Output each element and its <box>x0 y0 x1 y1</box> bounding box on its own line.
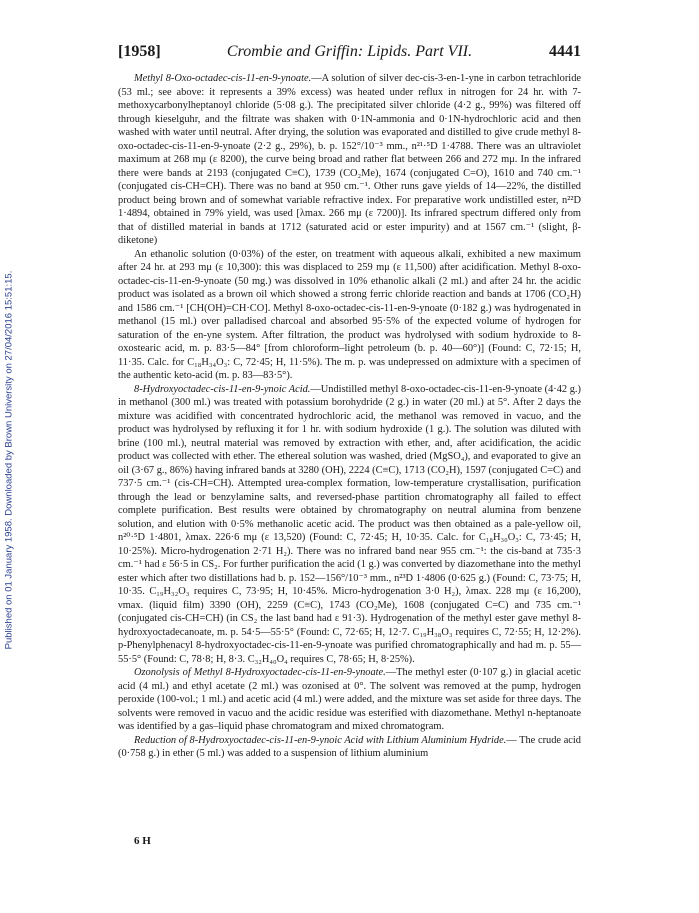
article-body <box>118 72 581 761</box>
paragraph-text: — The crude acid (0·758 g.) in ether (5 ml.) was added to a suspension of lithium aluminium <box>118 734 581 759</box>
paragraph-text: —Undistilled methyl 8-oxo-octadec-cis-11-en-9-ynoate (4·42 g.) in methanol (300 ml.) was treated with potassium borohydride (2 g.) in water (20 ml.) at 5°. After 2 days the mixture was acidified with concentrated hydrochloric acid, the methanol was removed in vacuo, and the product was hydrolysed by refluxing it for 1 hr. with sodium hydroxide (1 g.). The solution was diluted with brine (100 ml.), neutral material was removed by extraction with ether, and, after acidification, the acidic product was collected with ether. The ethereal solution was washed, dried (MgSO₄), and evaporated to give an oil (3·67 g., 86%) having infrared bands at 3280 (OH), 2224 (C≡C), 1713 (CO₂H), 1597 (conjugated C=C) and 737·5 cm.⁻¹ (cis-CH=CH). Attempted urea-complex formation, low-temperature crystallisation, purification through the lead or benzylamine salts, and reversed-phase partition chromatography all failed to effect complete purification. Best results were obtained by chromatography on neutral alumina from benzene solution, and elution with 0·5% methanolic acetic acid. The product was then obtained as a pale-yellow oil, n²⁰·⁵D 1·4801, λmax. 226·6 mμ (ε 13,520) (Found: C, 72·45; H, 10·35. Calc. for C₁₈H₃₀O₃: C, 73·45; H, 10·25%). Micro-hydrogenation 2·71 H₂). There was no infrared band near 955 cm.⁻¹: the cis-band at 735·3 cm.⁻¹ had ε 56·5 in CS₂. For further purification the acid (1 g.) was converted by diazomethane into the methyl ester which after two distillations had b. p. 152—156°/10⁻³ mm., n²³D 1·4806 (0·625 g.) (Found: C, 73·75; H, 10·35. C₁₉H₃₂O₃ requires C, 73·95; H, 10·45%. Micro-hydrogenation 3·0 H₂), λmax. 228 mμ (ε 16,200), νmax. (liquid film) 3390 (OH), 2259 (C≡C), 1743 (CO₂Me), 1608 (conjugated C=C) and 735 cm.⁻¹ (conjugated cis-CH=CH) (in CS₂ the last band had ε 91·3). Hydrogenation of the methyl ester gave methyl 8-hydroxyoctadecanoate, m. p. 54·5—55·5° (Found: C, 72·65; H, 12·7. C₁₉H₃₈O₃ requires C, 72·55; H, 12·2%). p-Phenylphenacyl 8-hydroxyoctadec-cis-11-en-9-ynoate was purified chromatographically and had m. p. 55—55·5° (Found: C, 78·8; H, 8·3. C₃₂H₄₀O₄ requires C, 78·65; H, 8·25%). <box>118 383 581 665</box>
paragraph-ethanolic-solution <box>118 248 581 383</box>
paragraph-reduction <box>118 734 581 761</box>
paragraph-heading: Ozonolysis of Methyl 8-Hydroxyoctadec-cis-11-en-9-ynoate. <box>134 667 386 678</box>
paragraph-heading: Reduction of 8-Hydroxyoctadec-cis-11-en-9-ynoic Acid with Lithium Aluminium Hydride. <box>134 734 507 746</box>
paragraph-text: —The methyl ester (0·107 g.) in glacial acetic acid (4 ml.) and ethyl acetate (2 ml.) was ozonised at 0°. The solvent was removed at the pump, hydrogen peroxide (100-vol.; 1 ml.) and acetic acid (4 ml.) were added, and the mixture was set aside for three days. The solvents were removed in vacuo and the acidic residue was esterified with diazomethane. Methyl n-heptanoate was identified by a gas–liquid phase chromatogram and mixed chromatogram. <box>118 667 581 732</box>
header-title: Crombie and Griffin: Lipids. Part VII. <box>226 43 473 60</box>
paragraph-hydroxy-acid <box>118 383 581 667</box>
paragraph-methyl-oxo-ester <box>118 72 581 248</box>
running-header <box>118 43 581 65</box>
signature-mark: 6 H <box>134 835 151 847</box>
download-notice-text: Published on 01 January 1958. Downloaded by Brown University on 27/04/2016 15:51:15. <box>3 270 15 650</box>
paragraph-heading: Methyl 8-Oxo-octadec-cis-11-en-9-ynoate. <box>134 73 312 84</box>
paragraph-heading: 8-Hydroxyoctadec-cis-11-en-9-ynoic Acid. <box>134 383 311 395</box>
paragraph-text: —A solution of silver dec-cis-3-en-1-yne in carbon tetrachloride (53 ml.; see above: it represents a 39% excess) was heated under reflux in nitrogen for 24 hr. with 7-methoxycarbonylheptanoyl chloride (5·08 g.). The precipitated silver chloride (4·2 g., 99%) was filtered off through kieselguhr, and the filtrate was shaken with 0·1N-ammonia and 0·1N-hydrochloric acid and then washed with water until neutral. After drying, the solution was evaporated and distilled to give crude methyl 8-oxo-octadec-cis-11-en-9-ynoate (2·2 g., 29%), b. p. 152°/10⁻³ mm., n²¹·⁵D 1·4788. There was an ultraviolet maximum at 268 mμ (ε 8200), the curve being broad and rather flat between 266 and 272 mμ. In the infrared there were bands at 2193 (conjugated C≡C), 1739 (CO₂Me), 1674 (conjugated C=O), 1610 and 740 cm.⁻¹ (conjugated cis-CH=CH). There was no band at 950 cm.⁻¹. Other runs gave yields of 14—22%, the distilled product being brown and of somewhat variable refractive index. For preparative work undistilled ester, n²²D 1·4894, obtained in 79% yield, was used [λmax. 266 mμ (ε 7200)]. Its infrared spectrum differed only from that of distilled material in bands at 1712 (saturated acid or ester impurity) and at 1567 cm.⁻¹ (slight, β-diketone) <box>118 73 581 246</box>
download-notice-sidebar <box>2 160 16 760</box>
paragraph-text: An ethanolic solution (0·03%) of the ester, on treatment with aqueous alkali, exhibited a new maximum after 24 hr. at 293 mμ (ε 10,300): this was displaced to 259 mμ (ε 11,500) after acidification. Methyl 8-oxo-octadec-cis-11-en-9-ynoate (50 mg.) was dissolved in 10% ethanolic alkali (2 ml.) and after 24 hr. the acidic product was isolated as a brown oil which showed a strong ferric chloride reaction and bands at 1706 (CO₂H) and 1586 cm.⁻¹ [CH(OH)=CH·CO]. Methyl 8-oxo-octadec-cis-11-en-9-ynoate (0·182 g.) was hydrogenated in methanol (15 ml.) over palladised charcoal and absorbed 95·5% of the expected volume of hydrogen for saturation of the en-yne system. After filtration, the product was hydrolysed with sodium hydroxide to 8-oxostearic acid, m. p. 83·5—84° [from chloroform–light petroleum (b. p. 40—60°)] (Found: C, 72·15; H, 11·35. Calc. for C₁₈H₃₄O₃: C, 72·45; H, 11·5%). The m. p. was undepressed on admixture with a specimen of the authentic keto-acid (m. p. 83—83·5°). <box>118 248 581 381</box>
paragraph-ozonolysis <box>118 666 581 734</box>
header-year: [1958] <box>118 43 161 60</box>
header-page-number: 4441 <box>549 43 581 60</box>
